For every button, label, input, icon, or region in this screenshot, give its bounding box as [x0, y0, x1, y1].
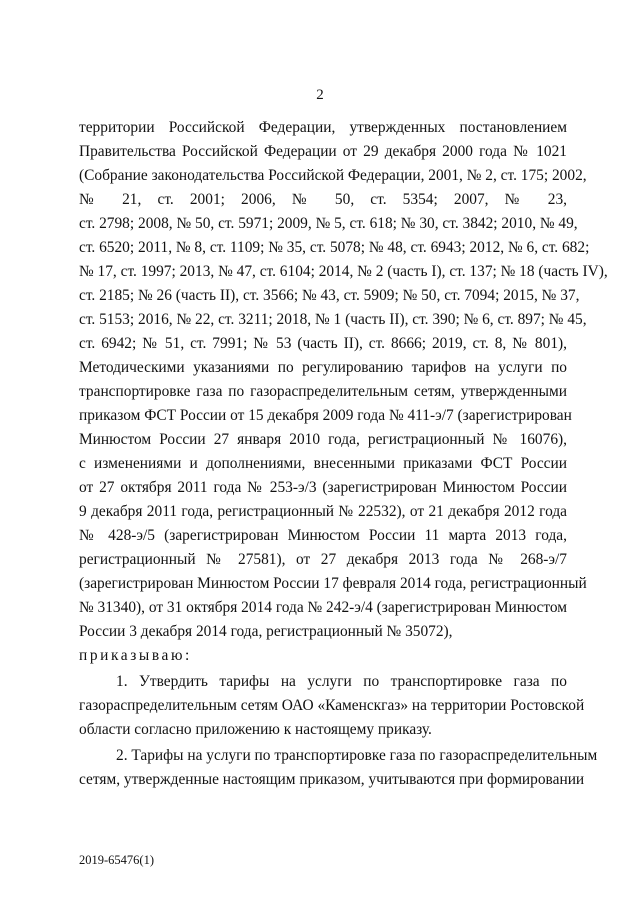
order-word: приказываю:: [79, 647, 192, 664]
text-line: № 17, ст. 1997; 2013, № 47, ст. 6104; 2014, № 2 (часть I), ст. 137; № 18 (часть IV),: [79, 263, 608, 280]
text-line: ст. 2185; № 26 (часть II), ст. 3566; № 43, ст. 5909; № 50, ст. 7094; 2015, № 37,: [79, 287, 580, 304]
text-line: (Собрание законодательства Российской Федерации, 2001, № 2, ст. 175; 2002,: [79, 167, 587, 184]
text-line: России 3 декабря 2014 года, регистрационный № 35072),: [79, 623, 453, 640]
document-code: 2019-65476(1): [79, 853, 154, 867]
page-number: 2: [316, 87, 324, 103]
text-line: транспортировке газа по газораспределительным сетям, утвержденными: [79, 383, 567, 400]
item-1-line: газораспределительным сетям ОАО «Каменскгаз» на территории Ростовской: [79, 697, 585, 714]
item-1-line: области согласно приложению к настоящему приказу.: [79, 721, 432, 738]
document-body: [79, 116, 608, 792]
text-line: с изменениями и дополнениями, внесенными приказами ФСТ России: [79, 455, 567, 472]
text-line: приказом ФСТ России от 15 декабря 2009 года № 411-э/7 (зарегистрирован: [79, 407, 572, 424]
text-line: Методическими указаниями по регулированию тарифов на услуги по: [79, 359, 567, 376]
text-line: ст. 5153; 2016, № 22, ст. 3211; 2018, № 1 (часть II), ст. 390; № 6, ст. 897; № 45,: [79, 311, 587, 328]
text-line: от 27 октября 2011 года № 253-э/3 (зарегистрирован Минюстом России: [79, 479, 567, 496]
text-line: № 21, ст. 2001; 2006, № 50, ст. 5354; 2007, № 23,: [79, 191, 567, 208]
text-line: ст. 2798; 2008, № 50, ст. 5971; 2009, № 5, ст. 618; № 30, ст. 3842; 2010, № 49,: [79, 215, 578, 232]
item-1-line: 1. Утвердить тарифы на услуги по транспортировке газа по: [116, 673, 567, 690]
text-line: 9 декабря 2011 года, регистрационный № 22532), от 21 декабря 2012 года: [79, 503, 567, 520]
text-line: регистрационный № 27581), от 27 декабря 2013 года № 268-э/7: [79, 551, 567, 568]
text-line: ст. 6942; № 51, ст. 7991; № 53 (часть II), ст. 8666; 2019, ст. 8, № 801),: [79, 335, 567, 352]
text-line: Правительства Российской Федерации от 29 декабря 2000 года № 1021: [79, 143, 567, 160]
text-line: № 31340), от 31 октября 2014 года № 242-э/4 (зарегистрирован Минюстом: [79, 599, 567, 616]
text-line: (зарегистрирован Минюстом России 17 февраля 2014 года, регистрационный: [79, 575, 587, 592]
text-line: ст. 6520; 2011, № 8, ст. 1109; № 35, ст. 5078; № 48, ст. 6943; 2012, № 6, ст. 682;: [79, 239, 590, 256]
text-line: Минюстом России 27 января 2010 года, регистрационный № 16076),: [79, 431, 567, 448]
item-2-line: сетям, утвержденные настоящим приказом, учитываются при формировании: [79, 771, 585, 788]
item-2-line: 2. Тарифы на услуги по транспортировке газа по газораспределительным: [116, 747, 598, 764]
text-line: территории Российской Федерации, утвержденных постановлением: [79, 119, 567, 136]
text-line: № 428-э/5 (зарегистрирован Минюстом России 11 марта 2013 года,: [79, 527, 567, 544]
